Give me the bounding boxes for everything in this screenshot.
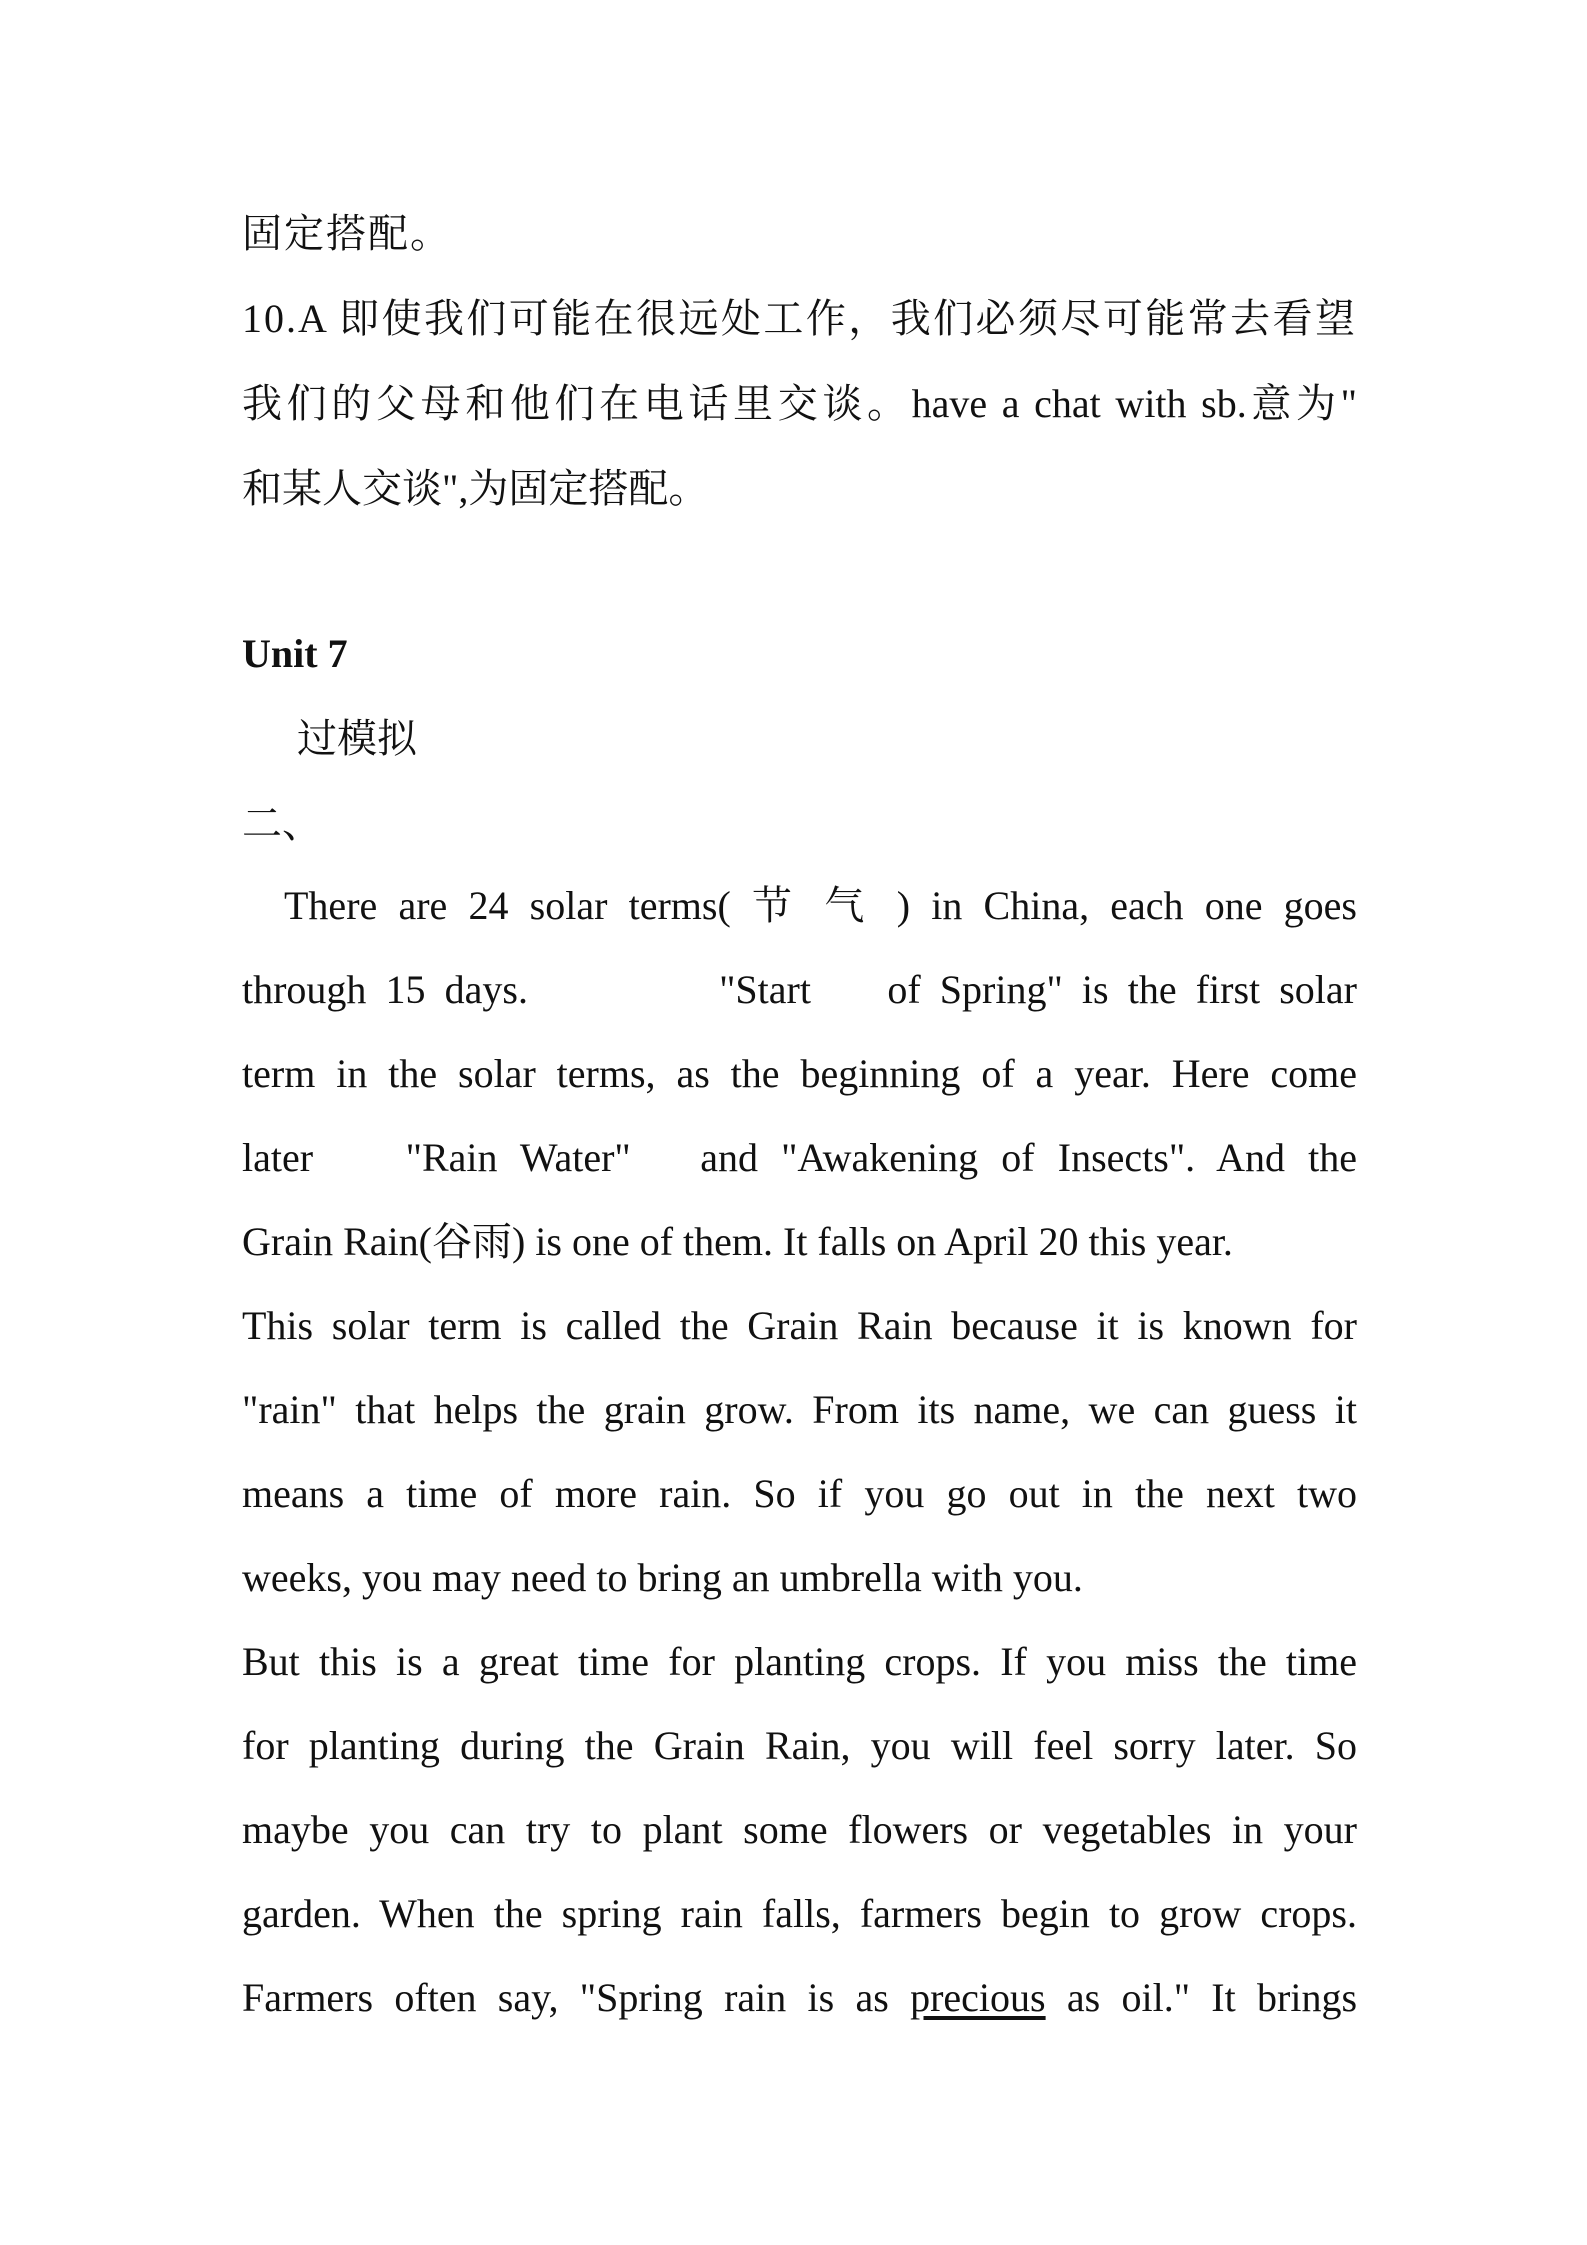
section-label: 过模拟 <box>297 716 417 761</box>
passage-line-2: through 15 days. "Start of Spring" is the first solar <box>242 967 1357 1012</box>
passage-line-14-end: as oil." It brings <box>1066 1975 1358 2020</box>
passage-line-14-start: Farmers often say, "Spring rain is as <box>242 1975 889 2020</box>
passage-line-14 <box>242 1974 1357 2022</box>
passage-line-3: term in the solar terms, as the beginning of a year. Here come <box>242 1051 1357 1096</box>
passage-line-4: later "Rain Water" and "Awakening of Insects". And the <box>242 1135 1357 1180</box>
passage-line-6: This solar term is called the Grain Rain because it is known for <box>242 1303 1357 1348</box>
passage-line-12: maybe you can try to plant some flowers or vegetables in your <box>242 1807 1357 1852</box>
passage-line-7: "rain" that helps the grain grow. From its name, we can guess it <box>242 1387 1357 1432</box>
passage-line-1: There are 24 solar terms( 节 气 ) in China, each one goes <box>284 883 1357 928</box>
unit-heading: Unit 7 <box>242 631 348 676</box>
answer-10-line-2: 我们的父母和他们在电话里交谈。have a chat with sb.意为" <box>242 381 1357 426</box>
answer-10-line-1: 10.A 即使我们可能在很远处工作，我们必须尽可能常去看望 <box>242 296 1357 341</box>
passage-line-9: weeks, you may need to bring an umbrella with you. <box>242 1555 1083 1600</box>
part-number: 二、 <box>242 801 322 846</box>
passage-line-10: But this is a great time for planting crops. If you miss the time <box>242 1639 1357 1684</box>
passage-line-13: garden. When the spring rain falls, farmers begin to grow crops. <box>242 1891 1357 1936</box>
answer-9-tail: 固定搭配。 <box>242 211 452 256</box>
passage-line-8: means a time of more rain. So if you go out in the next two <box>242 1471 1357 1516</box>
passage-line-11: for planting during the Grain Rain, you will feel sorry later. So <box>242 1723 1357 1768</box>
passage-line-5: Grain Rain(谷雨) is one of them. It falls on April 20 this year. <box>242 1219 1233 1264</box>
underlined-word: precious <box>910 1975 1046 2020</box>
answer-10-line-3: 和某人交谈",为固定搭配。 <box>242 466 709 511</box>
